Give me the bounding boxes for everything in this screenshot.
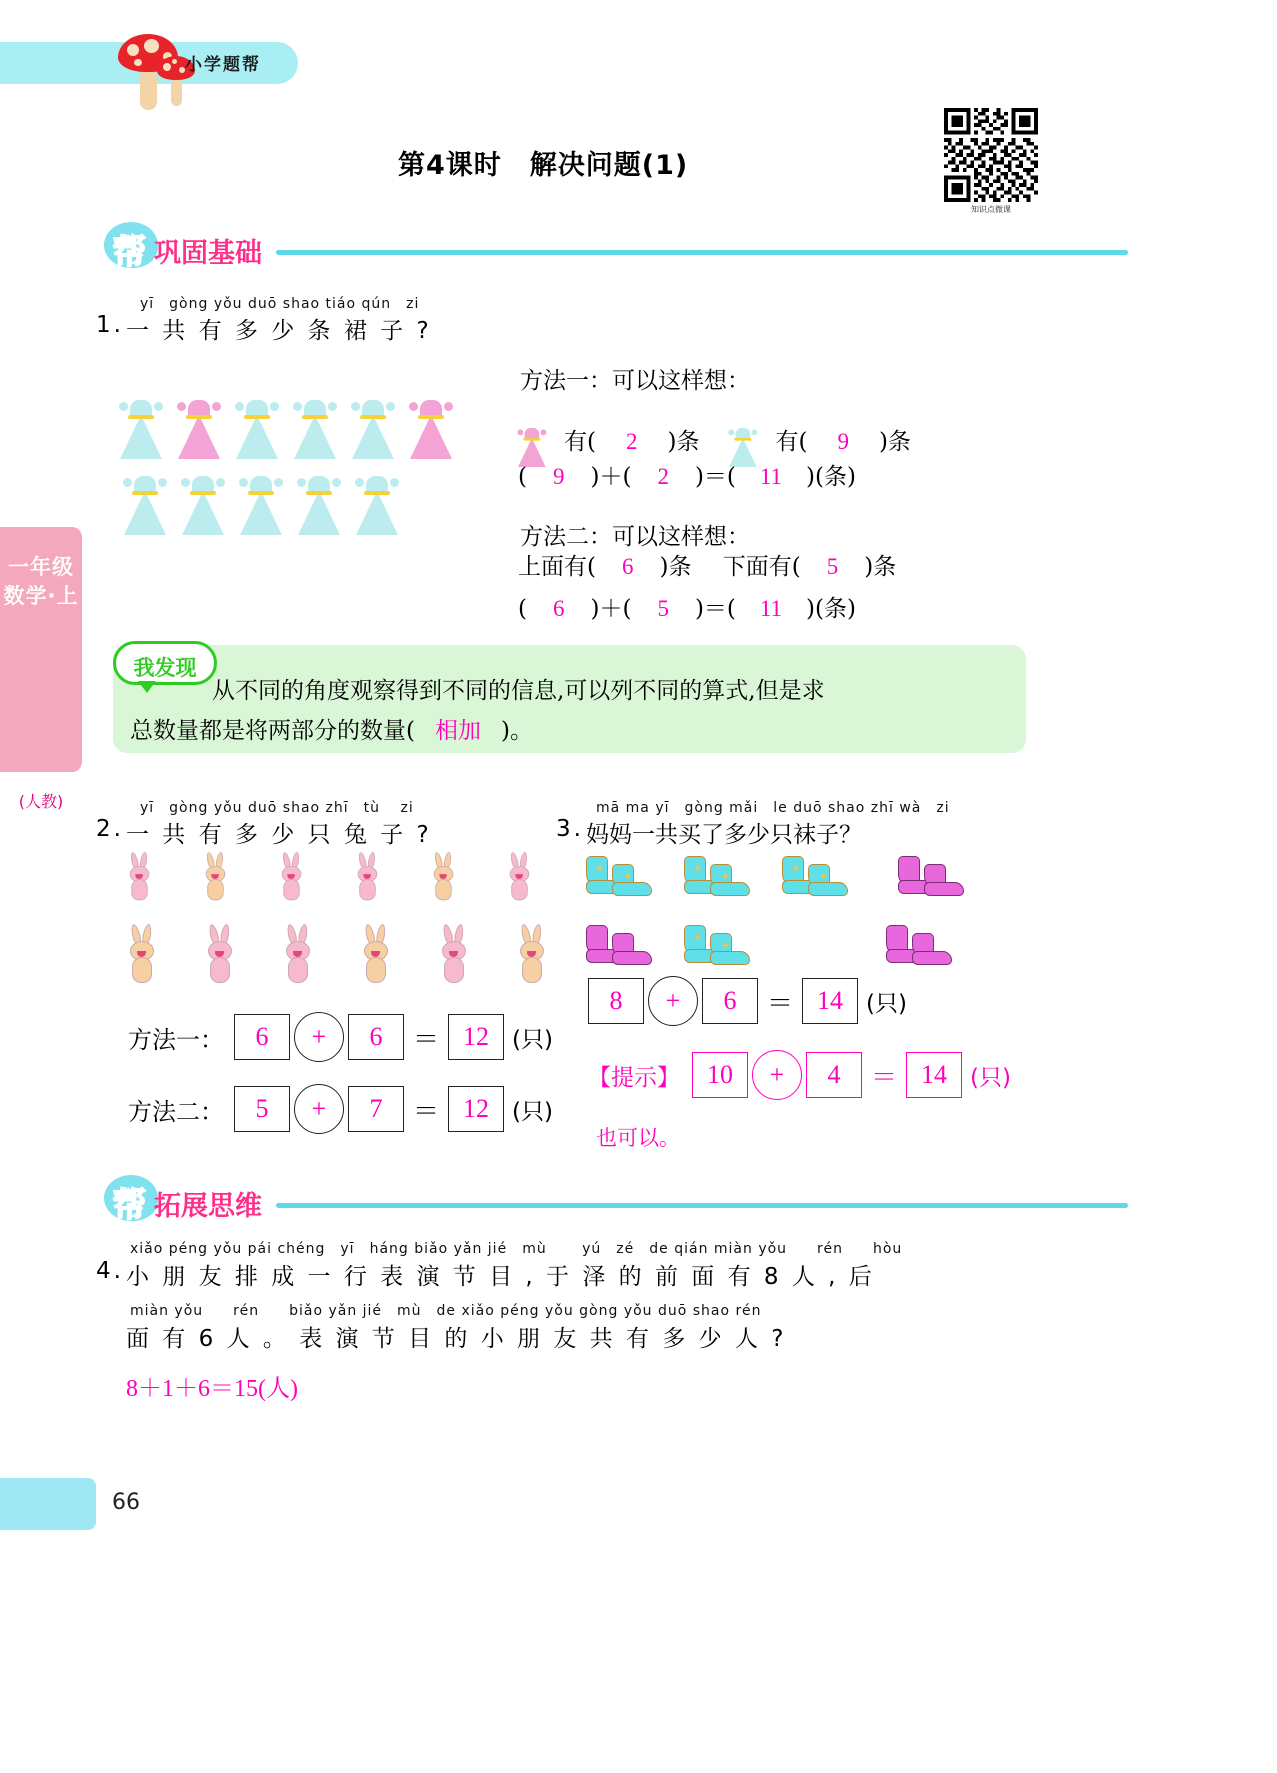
q1-m1-blue-prefix: 有( [775, 429, 808, 455]
q3-boots-illustration [586, 852, 970, 976]
qr-code-block[interactable] [944, 108, 1038, 215]
brand-title: 小学题帮 [185, 55, 261, 75]
q2-method2-operand-b[interactable]: 7 [348, 1086, 404, 1132]
section-badge-char: 帮 [113, 1185, 146, 1224]
q1-method2-line1 [518, 548, 896, 581]
q2-method1-operand-b[interactable]: 6 [348, 1014, 404, 1060]
q1-m1-pink-prefix: 有( [564, 429, 596, 455]
dress-icon [298, 476, 340, 535]
q2-method1-equals: ＝ [413, 1024, 440, 1054]
q1-m1-blue-value[interactable]: 9 [837, 429, 849, 454]
q2-method2-unit: (只) [512, 1098, 553, 1125]
boot-pink-icon [586, 921, 658, 971]
dress-icon [410, 400, 452, 459]
q3-operand-b[interactable]: 6 [702, 978, 758, 1024]
rabbit-icon [206, 924, 238, 986]
section-rule [276, 250, 1128, 255]
q1-m2-bottom-value[interactable]: 5 [826, 554, 839, 579]
q3-sum[interactable]: 14 [802, 978, 858, 1024]
dress-icon [124, 476, 166, 535]
q1-method1-equation: ( 9 )＋( 2 )＝( 11 )(条) [518, 464, 856, 490]
boot-cyan-icon: ✦ ✦ [684, 852, 756, 902]
boot-pink-icon [898, 852, 970, 902]
q2-number: 2. [96, 816, 124, 842]
finding-bubble-label: 我发现 [133, 656, 197, 680]
q2-method1-unit: (只) [512, 1026, 553, 1053]
qr-caption: 知识点微课 [971, 205, 1011, 214]
q1-m2-eq-sum[interactable]: 11 [759, 596, 783, 621]
finding-line1: 从不同的角度观察得到不同的信息,可以列不同的算式,但是求 [212, 678, 825, 704]
q4-number: 4. [96, 1258, 124, 1284]
q2-method2-label: 方法二： [128, 1097, 224, 1126]
section-label: 巩固基础 [154, 238, 262, 269]
q2-method2-sum[interactable]: 12 [448, 1086, 504, 1132]
q2-method1-sum[interactable]: 12 [448, 1014, 504, 1060]
q2-method2-operator[interactable]: + [294, 1084, 344, 1134]
q2-method1-operand-a[interactable]: 6 [234, 1014, 290, 1060]
q1-m2-eq-unit: (条) [815, 596, 856, 622]
q3-operand-a[interactable]: 8 [588, 978, 644, 1024]
q1-m2-bottom-suffix: )条 [864, 554, 897, 580]
q1-method1-label: 方法一：可以这样想： [520, 368, 750, 394]
q3-hint-equals: ＝ [871, 1062, 898, 1092]
dress-icon [182, 476, 224, 535]
q3-hint-operator[interactable]: + [752, 1050, 802, 1100]
q1-method2-label: 方法二：可以这样想： [520, 524, 750, 550]
dress-icon [120, 400, 162, 459]
q2-rabbit-illustration [128, 852, 550, 991]
q4-answer[interactable]: 8＋1＋6＝15(人) [126, 1376, 298, 1402]
q1-m2-top-value[interactable]: 6 [621, 554, 634, 579]
q1-dress-illustration [120, 400, 452, 540]
dress-icon [352, 400, 394, 459]
boot-cyan-icon: ✦ ✦ [586, 852, 658, 902]
q3-unit: (只) [866, 990, 907, 1017]
page-title: 第4课时 解决问题(1) [398, 150, 689, 181]
boot-pink-icon [886, 921, 958, 971]
q1-m1-eq-sum[interactable]: 11 [759, 464, 783, 489]
boot-cyan-icon: ✦ ✦ [782, 852, 854, 902]
rabbit-icon [284, 924, 316, 986]
q2-method2-operand-a[interactable]: 5 [234, 1086, 290, 1132]
dress-icon [294, 400, 336, 459]
q2-method1-operator[interactable]: + [294, 1012, 344, 1062]
section-label: 拓展思维 [154, 1191, 262, 1222]
qr-code-icon[interactable] [944, 108, 1038, 202]
q1-question-text: 一 共 有 多 少 条 裙 子 ? [126, 318, 432, 344]
q4-pinyin-line1: xiǎo péng yǒu pái chéng yī háng biǎo yǎn jié mù yú zé de qián miàn yǒu rén hòu [130, 1241, 903, 1257]
q3-number: 3. [556, 816, 584, 842]
dress-icon [236, 400, 278, 459]
q1-number: 1. [96, 312, 124, 338]
q2-method1-row [128, 1012, 553, 1062]
finding-line2 [130, 712, 533, 745]
section-header-consolidate [104, 222, 1024, 271]
q1-pinyin: yī gòng yǒu duō shao tiáo qún zi [140, 296, 420, 312]
q2-question-text: 一 共 有 多 少 只 兔 子 ? [126, 822, 432, 848]
q2-method1-label: 方法一： [128, 1025, 224, 1054]
q1-m1-pink-value[interactable]: 2 [625, 429, 638, 454]
q1-m1-eq-left[interactable]: 9 [552, 464, 565, 489]
q2-method2-equals: ＝ [413, 1096, 440, 1126]
rabbit-icon [518, 924, 550, 986]
section-rule [276, 1203, 1128, 1208]
q3-pinyin: mā ma yī gòng mǎi le duō shao zhī wà zi [596, 800, 950, 816]
q1-m1-eq-right[interactable]: 2 [657, 464, 669, 489]
q2-method2-row [128, 1084, 553, 1134]
dress-icon [356, 476, 398, 535]
rabbit-icon [440, 924, 472, 986]
boot-cyan-icon: ✦ ✦ [684, 921, 756, 971]
rabbit-icon [432, 852, 458, 903]
q3-question-text: 妈妈一共买了多少只袜子？ [586, 822, 862, 848]
q1-m2-eq-left[interactable]: 6 [552, 596, 565, 621]
rabbit-icon [362, 924, 394, 986]
rabbit-icon [128, 924, 160, 986]
q3-equals: ＝ [767, 988, 794, 1018]
q3-hint-note: 也可以。 [596, 1126, 680, 1150]
q3-main-equation [588, 976, 907, 1026]
side-publisher-label: (人教) [18, 792, 64, 811]
q4-line1: 小 朋 友 排 成 一 行 表 演 节 目 , 于 泽 的 前 面 有 8 人 , 后 [126, 1264, 875, 1290]
q1-m1-pink-suffix: )条 [667, 429, 700, 455]
q1-m1-blue-suffix: )条 [878, 429, 911, 455]
q3-hint-operand-a[interactable]: 10 [692, 1052, 748, 1098]
q1-m1-eq-unit: (条) [815, 464, 856, 490]
q3-hint-label: 【提示】 [588, 1064, 680, 1091]
q3-operator[interactable]: + [648, 976, 698, 1026]
section-header-extend [104, 1175, 1024, 1224]
q3-hint-sum[interactable]: 14 [906, 1052, 962, 1098]
section-badge-char: 帮 [113, 232, 146, 271]
page-number: 66 [112, 1490, 140, 1515]
finding-line2-suffix: )。 [500, 718, 533, 744]
q1-m2-top-prefix: 上面有( [518, 554, 596, 580]
q1-method2-equation: ( 6 )＋( 5 )＝( 11 )(条) [518, 596, 856, 622]
rabbit-icon [280, 852, 306, 903]
finding-line2-prefix: 总数量都是将两部分的数量( [130, 718, 415, 744]
q1-m2-bottom-prefix: 下面有( [722, 554, 801, 580]
q3-hint-row [588, 1050, 1011, 1100]
finding-answer[interactable]: 相加 [434, 718, 481, 743]
dress-icon [178, 400, 220, 459]
q4-pinyin-line2: miàn yǒu rén biǎo yǎn jié mù de xiǎo péng yǒu gòng yǒu duō shao rén [130, 1303, 762, 1319]
q1-m2-eq-right[interactable]: 5 [657, 596, 669, 621]
rabbit-icon [128, 852, 154, 903]
q4-line2: 面 有 6 人 。 表 演 节 目 的 小 朋 友 共 有 多 少 人 ? [126, 1326, 787, 1352]
side-grade-label: 一年级数学·上 [3, 555, 79, 608]
q2-pinyin: yī gòng yǒu duō shao zhī tù zi [140, 800, 414, 816]
dress-icon [240, 476, 282, 535]
side-grade-tab [0, 527, 82, 772]
rabbit-icon [204, 852, 230, 903]
finding-bubble [113, 641, 217, 685]
q3-hint-operand-b[interactable]: 4 [806, 1052, 862, 1098]
q1-m2-top-suffix: )条 [659, 554, 692, 580]
q3-hint-unit: (只) [970, 1064, 1011, 1091]
rabbit-icon [508, 852, 534, 903]
rabbit-icon [356, 852, 382, 903]
page-footer-bar [0, 1478, 96, 1530]
